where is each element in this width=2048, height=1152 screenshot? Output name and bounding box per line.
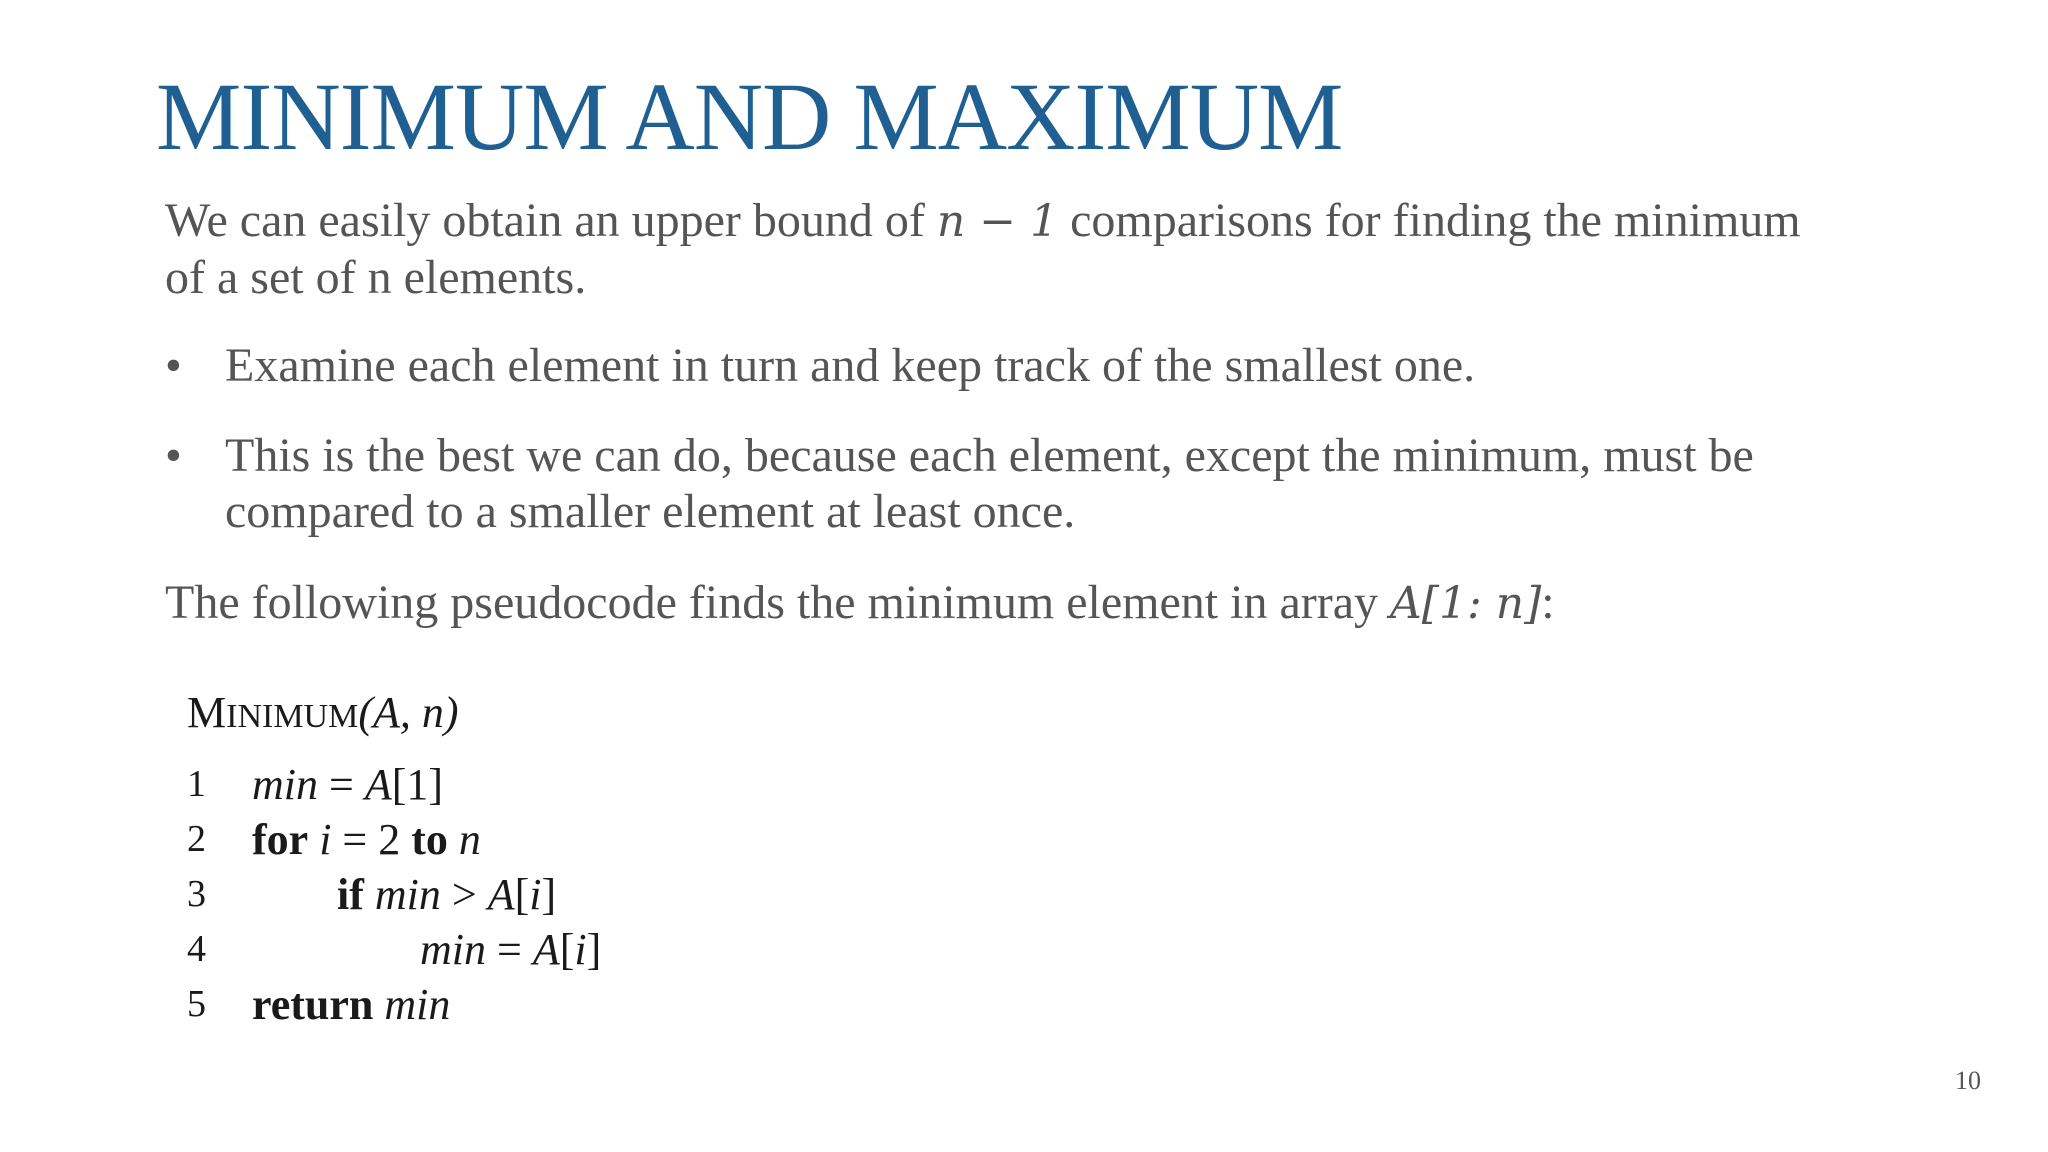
code-line — [187, 757, 459, 812]
bullet-line: Examine each element in turn and keep track of the smallest one. — [225, 339, 1476, 392]
code-statement — [252, 757, 443, 812]
code-variable: A — [364, 760, 392, 809]
code-line — [187, 812, 481, 867]
code-text — [448, 815, 459, 864]
line-number: 2 — [187, 818, 206, 860]
code-text: [ — [514, 870, 530, 919]
pseudocode-block — [187, 685, 602, 1032]
code-text: = — [486, 925, 533, 974]
pseudocode-header — [187, 685, 459, 745]
following-text: The following pseudocode finds the minimum element in array — [165, 576, 1391, 629]
bullet-line: compared to a smaller element at least once. — [225, 485, 1076, 538]
code-variable: A — [487, 870, 515, 919]
line-number: 3 — [187, 873, 206, 915]
procedure-name-rest: INIMUM — [226, 698, 359, 735]
bullet-marker: • — [165, 429, 182, 482]
code-variable: min — [420, 925, 486, 974]
intro-line-2: of a set of n elements. — [165, 251, 587, 304]
code-text: [1] — [391, 760, 444, 809]
code-keyword: for — [252, 815, 309, 864]
page-number: 10 — [1955, 1066, 1981, 1095]
line-number: 5 — [187, 983, 206, 1025]
code-statement — [252, 812, 481, 867]
intro-text-b: comparisons for finding the minimum — [1058, 194, 1801, 247]
intro-math: n − 1 — [936, 196, 1059, 247]
line-number: 1 — [187, 763, 206, 805]
code-text: ] — [586, 925, 602, 974]
code-variable: min — [252, 760, 318, 809]
code-statement — [420, 922, 601, 977]
code-variable: i — [574, 925, 587, 974]
code-keyword: to — [411, 815, 448, 864]
code-text: [ — [559, 925, 575, 974]
code-statement — [337, 867, 556, 922]
procedure-name-initial: M — [187, 688, 227, 737]
code-line — [187, 922, 602, 977]
following-suffix: : — [1541, 576, 1555, 629]
code-text — [364, 870, 375, 919]
intro-paragraph — [165, 193, 1801, 306]
code-text: = — [318, 760, 365, 809]
code-statement — [252, 977, 450, 1032]
following-paragraph — [165, 575, 1555, 632]
procedure-args: (A, n) — [358, 688, 459, 737]
code-text: = 2 — [331, 815, 412, 864]
code-keyword: if — [337, 870, 364, 919]
intro-text-a: We can easily obtain an upper bound of — [165, 194, 937, 247]
code-line — [187, 867, 557, 922]
slide-title: MINIMUM AND MAXIMUM — [156, 63, 1343, 170]
code-text — [308, 815, 319, 864]
code-variable: n — [458, 815, 481, 864]
bullet-text — [225, 428, 1754, 540]
code-variable: i — [319, 815, 332, 864]
code-variable: i — [529, 870, 542, 919]
bullet-line: This is the best we can do, because each element, except the minimum, must be — [225, 429, 1754, 482]
code-variable: min — [374, 870, 441, 919]
intro-line-1 — [165, 193, 1801, 250]
code-variable: A — [532, 925, 560, 974]
bullet-marker: • — [165, 339, 182, 392]
line-number: 4 — [187, 928, 206, 970]
following-math: A[1: n] — [1390, 578, 1542, 629]
code-keyword: return — [252, 980, 374, 1029]
code-variable: min — [384, 980, 451, 1029]
pseudocode-lines — [187, 757, 602, 1032]
code-text: ] — [541, 870, 557, 919]
code-text — [373, 980, 384, 1029]
code-text: > — [440, 870, 488, 919]
bullet-text — [225, 338, 1475, 394]
code-line — [187, 977, 459, 1032]
